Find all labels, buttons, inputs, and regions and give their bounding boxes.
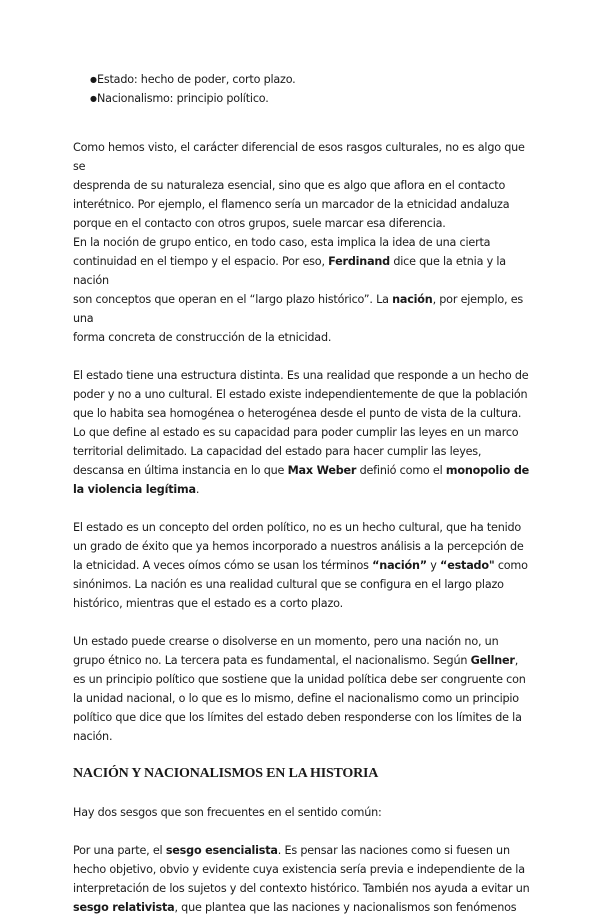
bold-max-weber: Max Weber bbox=[287, 464, 357, 477]
bold-sesgo-esencialista: sesgo esencialista bbox=[165, 844, 278, 857]
bold-ferdinand: Ferdinand bbox=[328, 255, 390, 268]
paragraph-estado: El estado tiene una estructura distinta. Es una realidad que responde a un hecho de poder y no a uno cultural. El estado existe independientemente de que la población que lo habita sea homogénea o heterogénea desde el punto de vista de la cultura. Lo que define al estado es su capacidad para poder cumplir las leyes en un marco territorial delimitado. La capacidad del estado para hacer cumplir las leyes, descansa en última instancia en lo que Max Weber definió como el monopolio de la violencia legítima. bbox=[73, 369, 530, 496]
paragraph-sesgos: Por una parte, el sesgo esencialista. Es pensar las naciones como si fuesen un hecho objetivo, obvio y evidente cuya existencia sería previa e independiente de la interpretación de los sujetos y del contexto histórico. También nos ayuda a evitar un sesgo relativista, que plantea que las naciones y nacionalismos son fenómenos bbox=[73, 844, 530, 914]
list-item: ● Estado: hecho de poder, corto plazo. bbox=[73, 70, 533, 89]
list-item: ● Nacionalismo: principio político. bbox=[73, 89, 533, 108]
paragraph-concepto: El estado es un concepto del orden político, no es un hecho cultural, que ha tenido un grado de éxito que ya hemos incorporado a nuestros análisis a la percepción de la etnicidad. A veces oímos cómo se usan los términos “nación” y “estado" como sinónimos. La nación es una realidad cultural que se configura en el largo plazo histórico, mientras que el estado es a corto plazo. bbox=[73, 521, 528, 610]
paragraph-nacionalismo: Un estado puede crearse o disolverse en un momento, pero una nación no, un grupo étnico no. La tercera pata es fundamental, el nacionalismo. Según Gellner, es un principio político que sostiene que la unidad política debe ser congruente con la unidad nacional, o lo que es lo mismo, define el nacionalismo como un principio político que dice que los límites del estado deben responderse con los límites de la nación. bbox=[73, 635, 526, 743]
bold-estado-quoted: “estado" bbox=[440, 559, 495, 572]
bold-nacion: nación bbox=[392, 293, 433, 306]
bold-nacion-quoted: “nación” bbox=[372, 559, 427, 572]
page-content bbox=[73, 70, 533, 917]
bold-sesgo-relativista: sesgo relativista bbox=[73, 901, 175, 914]
section-heading: NACIÓN Y NACIONALISMOS EN LA HISTORIA bbox=[73, 766, 379, 781]
paragraph-etnicidad: Como hemos visto, el carácter diferencial de esos rasgos culturales, no es algo que se desprenda de su naturaleza esencial, sino que es algo que aflora en el contacto interétnico. Por ejemplo, el flamenco sería un marcador de la etnicidad andaluza porque en el contacto con otros grupos, suele marcar esa diferencia. En la noción de grupo entico, en todo caso, esta implica la idea de una cierta continuidad en el tiempo y el espacio. Por eso, Ferdinand dice que la etnia y la nación son conceptos que operan en el “largo plazo histórico”. La nación, por ejemplo, es una forma concreta de construcción de la etnicidad. bbox=[73, 141, 525, 344]
bold-monopolio: monopolio de la violencia legítima bbox=[73, 464, 530, 496]
bold-gellner: Gellner bbox=[470, 654, 515, 667]
paragraph-sesgos-intro: Hay dos sesgos que son frecuentes en el sentido común: bbox=[73, 806, 382, 819]
bullet-list bbox=[73, 70, 533, 108]
